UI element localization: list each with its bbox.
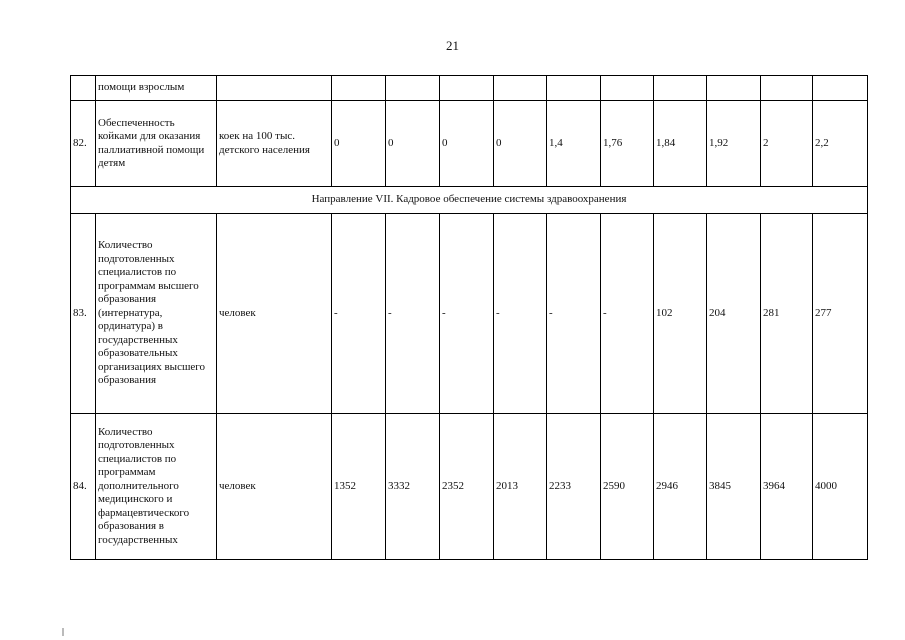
value-cell: 2,2 [813,101,868,187]
row-number-cell: 84. [71,414,96,560]
value-cell: 1,92 [707,101,761,187]
value-cell: 204 [707,214,761,414]
section-header-row [71,187,868,214]
value-cell [601,76,654,101]
value-cell: - [494,214,547,414]
unit-cell: коек на 100 тыс. детского населения [217,101,332,187]
value-cell [386,76,440,101]
scan-mark [62,628,64,636]
table-row [71,101,868,187]
value-cell: 3332 [386,414,440,560]
row-number-cell: 82. [71,101,96,187]
table-row [71,76,868,101]
indicator-name-cell: Количество подготовленных специалистов по программам высшего образования (интернатура, ординатура) в государственных образовательных организациях высшего образования [96,214,217,414]
row-number-cell [71,76,96,101]
value-cell [813,76,868,101]
value-cell: 2013 [494,414,547,560]
value-cell [547,76,601,101]
value-cell [654,76,707,101]
value-cell [440,76,494,101]
value-cell [494,76,547,101]
value-cell [332,76,386,101]
value-cell: 1,84 [654,101,707,187]
value-cell: 3845 [707,414,761,560]
indicator-name-cell: Количество подготовленных специалистов по программам дополнительного медицинского и фармацевтического образования в государственных [96,414,217,560]
unit-cell: человек [217,214,332,414]
value-cell: 0 [494,101,547,187]
value-cell: 1,76 [601,101,654,187]
value-cell: 2946 [654,414,707,560]
table-row [71,214,868,414]
value-cell: 0 [332,101,386,187]
value-cell: - [332,214,386,414]
section-title: Направление VII. Кадровое обеспечение системы здравоохранения [71,187,868,214]
value-cell: 102 [654,214,707,414]
indicator-name-cell: Обеспеченность койками для оказания паллиативной помощи детям [96,101,217,187]
value-cell: - [547,214,601,414]
value-cell: 4000 [813,414,868,560]
value-cell [707,76,761,101]
indicator-name-cell: помощи взрослым [96,76,217,101]
value-cell [761,76,813,101]
value-cell: 0 [386,101,440,187]
value-cell: 2352 [440,414,494,560]
value-cell: 2 [761,101,813,187]
value-cell: 1,4 [547,101,601,187]
value-cell: - [440,214,494,414]
value-cell: 2590 [601,414,654,560]
value-cell: 277 [813,214,868,414]
page-number: 21 [446,38,459,53]
value-cell: - [386,214,440,414]
value-cell: 2233 [547,414,601,560]
unit-cell [217,76,332,101]
unit-cell: человек [217,414,332,560]
value-cell: 3964 [761,414,813,560]
indicator-table [70,75,868,560]
table-row [71,414,868,560]
value-cell: 1352 [332,414,386,560]
value-cell: 0 [440,101,494,187]
value-cell: 281 [761,214,813,414]
row-number-cell: 83. [71,214,96,414]
value-cell: - [601,214,654,414]
